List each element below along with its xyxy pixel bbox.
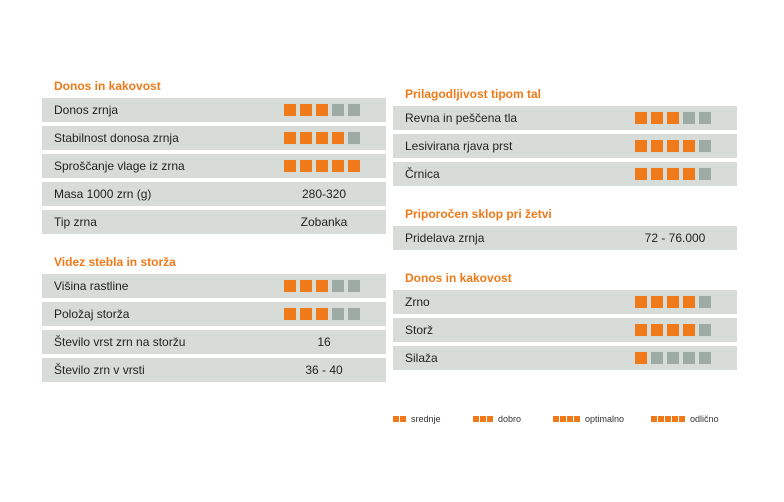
row-label: Stabilnost donosa zrnja — [54, 131, 179, 145]
rating-square-empty — [651, 352, 663, 364]
legend-item-odlicno — [651, 414, 719, 424]
rating-squares — [635, 324, 711, 336]
legend-square — [574, 416, 580, 422]
rating-squares — [635, 168, 711, 180]
rating-square-filled — [316, 132, 328, 144]
rating-square-empty — [667, 352, 679, 364]
rating-square-empty — [699, 324, 711, 336]
table-row — [42, 330, 386, 354]
legend-marks — [393, 414, 407, 424]
rating-square-empty — [348, 280, 360, 292]
table-row — [42, 210, 386, 234]
table-row — [42, 182, 386, 206]
section-donos-in-kakovost-rows — [42, 98, 386, 234]
section-prilagodljivost-rows — [393, 106, 737, 186]
rating-square-filled — [284, 308, 296, 320]
legend-square — [672, 416, 678, 422]
table-row — [393, 106, 737, 130]
rating-square-empty — [699, 296, 711, 308]
row-label: Število vrst zrn na storžu — [54, 335, 186, 349]
legend-square — [651, 416, 657, 422]
section-donos-in-kakovost-2-rows — [393, 290, 737, 370]
row-label: Črnica — [405, 167, 440, 181]
table-row — [393, 162, 737, 186]
row-label: Število zrn v vrsti — [54, 363, 145, 377]
row-value: 280-320 — [301, 187, 347, 201]
rating-square-filled — [332, 160, 344, 172]
rating-square-filled — [635, 168, 647, 180]
section-videz-stebla-rows — [42, 274, 386, 382]
table-row — [393, 318, 737, 342]
rating-square-filled — [635, 324, 647, 336]
left-column — [42, 78, 386, 382]
rating-square-filled — [683, 296, 695, 308]
rating-squares — [284, 308, 360, 320]
row-label: Donos zrnja — [54, 103, 119, 117]
row-value: 36 - 40 — [305, 363, 343, 377]
legend-square — [567, 416, 573, 422]
rating-square-filled — [300, 132, 312, 144]
section-title-videz-stebla: Videz stebla in storža — [54, 255, 176, 269]
table-row — [42, 126, 386, 150]
legend-square — [553, 416, 559, 422]
table-row — [393, 134, 737, 158]
rating-square-filled — [316, 160, 328, 172]
rating-square-filled — [300, 308, 312, 320]
table-row — [42, 98, 386, 122]
legend-square — [400, 416, 406, 422]
row-value: Zobanka — [300, 215, 348, 229]
rating-square-filled — [667, 112, 679, 124]
rating-square-filled — [651, 168, 663, 180]
rating-square-filled — [300, 280, 312, 292]
row-label: Položaj storža — [54, 307, 130, 321]
rating-square-empty — [699, 352, 711, 364]
rating-square-empty — [348, 104, 360, 116]
row-label: Tip zrna — [54, 215, 97, 229]
rating-square-empty — [699, 140, 711, 152]
rating-square-filled — [635, 140, 647, 152]
section-title-prilagodljivost: Prilagodljivost tipom tal — [405, 87, 542, 101]
rating-square-filled — [284, 132, 296, 144]
table-row — [42, 274, 386, 298]
rating-square-filled — [284, 280, 296, 292]
rating-square-filled — [348, 160, 360, 172]
rating-square-filled — [316, 104, 328, 116]
rating-square-filled — [667, 140, 679, 152]
rating-square-filled — [667, 168, 679, 180]
row-label: Lesivirana rjava prst — [405, 139, 513, 153]
rating-squares — [635, 140, 711, 152]
section-title-priporocen-sklop: Priporočen sklop pri žetvi — [405, 207, 552, 221]
legend-label: dobro — [498, 414, 522, 424]
legend-label: odlično — [690, 414, 719, 424]
row-label: Pridelava zrnja — [405, 231, 485, 245]
legend — [393, 414, 737, 428]
legend-item-srednje — [393, 414, 441, 424]
legend-square — [679, 416, 685, 422]
table-row — [42, 358, 386, 382]
rating-square-filled — [651, 296, 663, 308]
rating-squares — [284, 160, 360, 172]
table-row — [42, 154, 386, 178]
rating-square-filled — [635, 296, 647, 308]
legend-square — [480, 416, 486, 422]
section-title-donos-in-kakovost: Donos in kakovost — [54, 79, 161, 93]
legend-marks — [651, 414, 686, 424]
legend-square — [560, 416, 566, 422]
rating-squares — [284, 132, 360, 144]
row-label: Sproščanje vlage iz zrna — [54, 159, 185, 173]
table-row — [42, 302, 386, 326]
rating-square-filled — [683, 140, 695, 152]
right-column — [393, 86, 737, 370]
rating-square-filled — [316, 280, 328, 292]
rating-square-empty — [683, 112, 695, 124]
rating-square-filled — [635, 352, 647, 364]
rating-squares — [284, 280, 360, 292]
rating-square-empty — [348, 308, 360, 320]
rating-square-filled — [651, 112, 663, 124]
rating-square-filled — [667, 296, 679, 308]
legend-item-dobro — [473, 414, 521, 424]
legend-item-optimalno — [553, 414, 624, 424]
rating-square-empty — [699, 112, 711, 124]
rating-square-empty — [348, 132, 360, 144]
row-label: Revna in peščena tla — [405, 111, 518, 125]
legend-label: srednje — [411, 414, 441, 424]
rating-square-filled — [667, 324, 679, 336]
rating-squares — [284, 104, 360, 116]
rating-square-empty — [332, 280, 344, 292]
row-label: Zrno — [405, 295, 430, 309]
row-label: Masa 1000 zrn (g) — [54, 187, 152, 201]
legend-square — [487, 416, 493, 422]
rating-square-empty — [683, 352, 695, 364]
legend-label: optimalno — [585, 414, 625, 424]
legend-square — [665, 416, 671, 422]
rating-squares — [635, 296, 711, 308]
rating-square-empty — [699, 168, 711, 180]
legend-marks — [473, 414, 494, 424]
table-row — [393, 346, 737, 370]
rating-square-filled — [683, 324, 695, 336]
row-value: 72 - 76.000 — [644, 231, 706, 245]
legend-square — [393, 416, 399, 422]
rating-square-filled — [332, 132, 344, 144]
rating-square-filled — [651, 140, 663, 152]
table-row — [393, 290, 737, 314]
rating-square-filled — [300, 104, 312, 116]
rating-square-filled — [635, 112, 647, 124]
legend-square — [473, 416, 479, 422]
rating-square-filled — [683, 168, 695, 180]
rating-square-empty — [332, 308, 344, 320]
rating-square-empty — [332, 104, 344, 116]
rating-square-filled — [316, 308, 328, 320]
rating-squares — [635, 352, 711, 364]
rating-square-filled — [651, 324, 663, 336]
section-title-donos-in-kakovost-2: Donos in kakovost — [405, 271, 512, 285]
rating-square-filled — [300, 160, 312, 172]
rating-square-filled — [284, 104, 296, 116]
row-label: Višina rastline — [54, 279, 129, 293]
rating-square-filled — [284, 160, 296, 172]
rating-squares — [635, 112, 711, 124]
table-row — [393, 226, 737, 250]
legend-marks — [553, 414, 581, 424]
row-value: 16 — [317, 335, 331, 349]
legend-square — [658, 416, 664, 422]
row-label: Storž — [405, 323, 434, 337]
section-priporocen-sklop-rows — [393, 226, 737, 250]
row-label: Silaža — [405, 351, 438, 365]
